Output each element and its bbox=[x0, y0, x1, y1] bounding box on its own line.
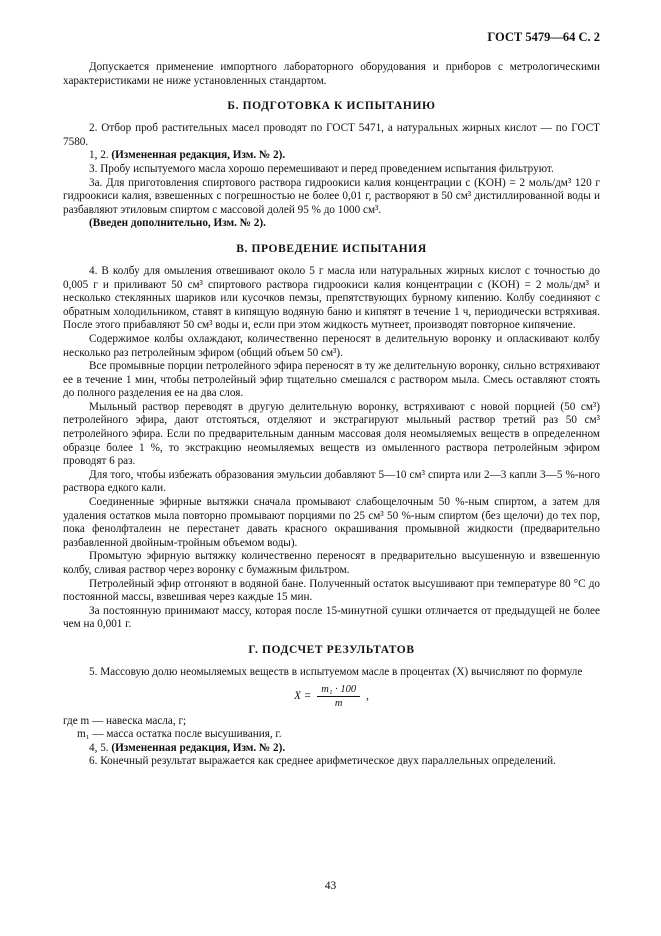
amendment-prefix: 4, 5. bbox=[89, 741, 109, 754]
intro-paragraph: Допускается применение импортного лабораторного оборудования и приборов с метрологическими характеристиками не ниже установленных стандартом. bbox=[63, 61, 600, 87]
paragraph-4: 4. В колбу для омыления отвешивают около 5 г масла или натуральных жирных кислот с точностью до 0,005 г и приливают 50 см³ спиртового раствора гидроокиси калия концентрации c (KOH) = 2 моль/дм³ и несколько стеклянных шариков или кусочков пемзы, препятствующих бурному кипению. Колбу соединяют с обратным холодильником, ставят в кипящую водяную баню и кипятят в течение 1 ч, периодически встряхивая. После этого прибавляют 50 см³ воды и, если при этом жидкость мутнеет, производят повторное кипячение. bbox=[63, 264, 600, 332]
paragraph-4c: Все промывные порции петролейного эфира переносят в ту же делительную воронку, сильно встряхивают ее в течение 1 мин, чтобы петролейный эфир тщательно смешался с раствором мыла. Смесь оставляют стоять до полного разделения ее на два слоя. bbox=[63, 360, 600, 400]
document-page bbox=[63, 30, 600, 769]
formula-tail: , bbox=[366, 690, 369, 703]
amendment-note-4-5 bbox=[63, 742, 600, 756]
amendment-note-1-2 bbox=[63, 149, 600, 163]
where-definition-2: m₁ — масса остатка после высушивания, г. bbox=[77, 728, 282, 741]
formula-expression bbox=[294, 684, 369, 709]
section-v-title: В. ПРОВЕДЕНИЕ ИСПЫТАНИЯ bbox=[236, 242, 427, 255]
paragraph-4e: Для того, чтобы избежать образования эмульсии добавляют 5—10 см³ спирта или 2—3 капли 3—5 %-ного раствора едкого кали. bbox=[63, 468, 600, 495]
paragraph-5: 5. Массовую долю неомыляемых веществ в испытуемом масле в процентах (X) вычисляют по формуле bbox=[89, 665, 583, 678]
amendment-text: (Введен дополнительно, Изм. № 2). bbox=[89, 217, 266, 230]
paragraph-4i: За постоянную принимают массу, которая после 15-минутной сушки отличается от предыдущей не более чем на 0,001 г. bbox=[63, 604, 600, 631]
formula-numerator: m₁ · 100 bbox=[317, 684, 360, 697]
amendment-prefix: 1, 2. bbox=[89, 149, 109, 162]
page-header: ГОСТ 5479—64 С. 2 bbox=[487, 30, 600, 44]
paragraph-4b: Содержимое колбы охлаждают, количественно переносят в делительную воронку и опласкивают колбу несколько раз петролейным эфиром (общий объем 50 см³). bbox=[63, 332, 600, 359]
paragraph-3: 3. Пробу испытуемого масла хорошо перемешивают и перед проведением испытания фильтруют. bbox=[89, 162, 554, 175]
paragraph-3a: 3а. Для приготовления спиртового раствора гидроокиси калия концентрации c (KOH) = 2 моль/дм³ 120 г гидроокиси калия, взвешенных с погрешностью не более 0,01 г, растворяют в 50 см³ дистиллированной воды и разбавляют этиловым спиртом с массовой долей 95 % до 1000 см³. bbox=[63, 176, 600, 216]
paragraph-4f: Соединенные эфирные вытяжки сначала промывают слабощелочным 50 %-ным спиртом, а затем для удаления остатков мыла повторно промывают порциями по 25 см³ 50 %-ным спиртом (без щелочи) до тех пор, пока фенолфталеин не перестанет давать красного окрашивания промывной жидкости (предварительно разбавленной двойным-тройным объемом воды). bbox=[63, 496, 600, 549]
paragraph-4g: Промытую эфирную вытяжку количественно переносят в предварительно высушенную и взвешенную колбу, сливая раствор через воронку с бумажным фильтром. bbox=[63, 550, 600, 576]
paragraph-4h: Петролейный эфир отгоняют в водяной бане. Полученный остаток высушивают при температуре 80 °С до постоянной массы, взвешивая через каждые 15 мин. bbox=[63, 577, 600, 604]
formula-denominator: m bbox=[334, 697, 343, 709]
amendment-text: (Измененная редакция, Изм. № 2). bbox=[111, 149, 286, 162]
formula-fraction bbox=[317, 684, 360, 709]
amendment-text: (Измененная редакция, Изм. № 2). bbox=[111, 741, 286, 754]
paragraph-6: 6. Конечный результат выражается как среднее арифметическое двух параллельных определений. bbox=[89, 755, 556, 768]
section-b-title: Б. ПОДГОТОВКА К ИСПЫТАНИЮ bbox=[227, 100, 436, 113]
amendment-note-3a bbox=[63, 217, 600, 231]
section-g-title: Г. ПОДСЧЕТ РЕЗУЛЬТАТОВ bbox=[248, 643, 415, 656]
formula bbox=[63, 684, 600, 709]
page-number: 43 bbox=[324, 880, 337, 892]
paragraph-4d: Мыльный раствор переводят в другую делительную воронку, встряхивают с новой порцией (50 см³) петролейного эфира, дают отстояться, отделяют и экстрагируют мыльный раствор третий раз 50 см³ петролейного эфира. Если по предварительным данным массовая доля неомыляемых веществ в определенном образце более 1 %, то экстракцию неомыляемых веществ из омыленного раствора петролейным эфиром проводят 6 раз. bbox=[63, 400, 600, 468]
paragraph-2: 2. Отбор проб растительных масел проводят по ГОСТ 5471, а натуральных жирных кислот — по ГОСТ 7580. bbox=[63, 122, 600, 148]
formula-lhs: X = bbox=[294, 690, 312, 703]
where-definition-1: где m — навеска масла, г; bbox=[63, 714, 187, 727]
